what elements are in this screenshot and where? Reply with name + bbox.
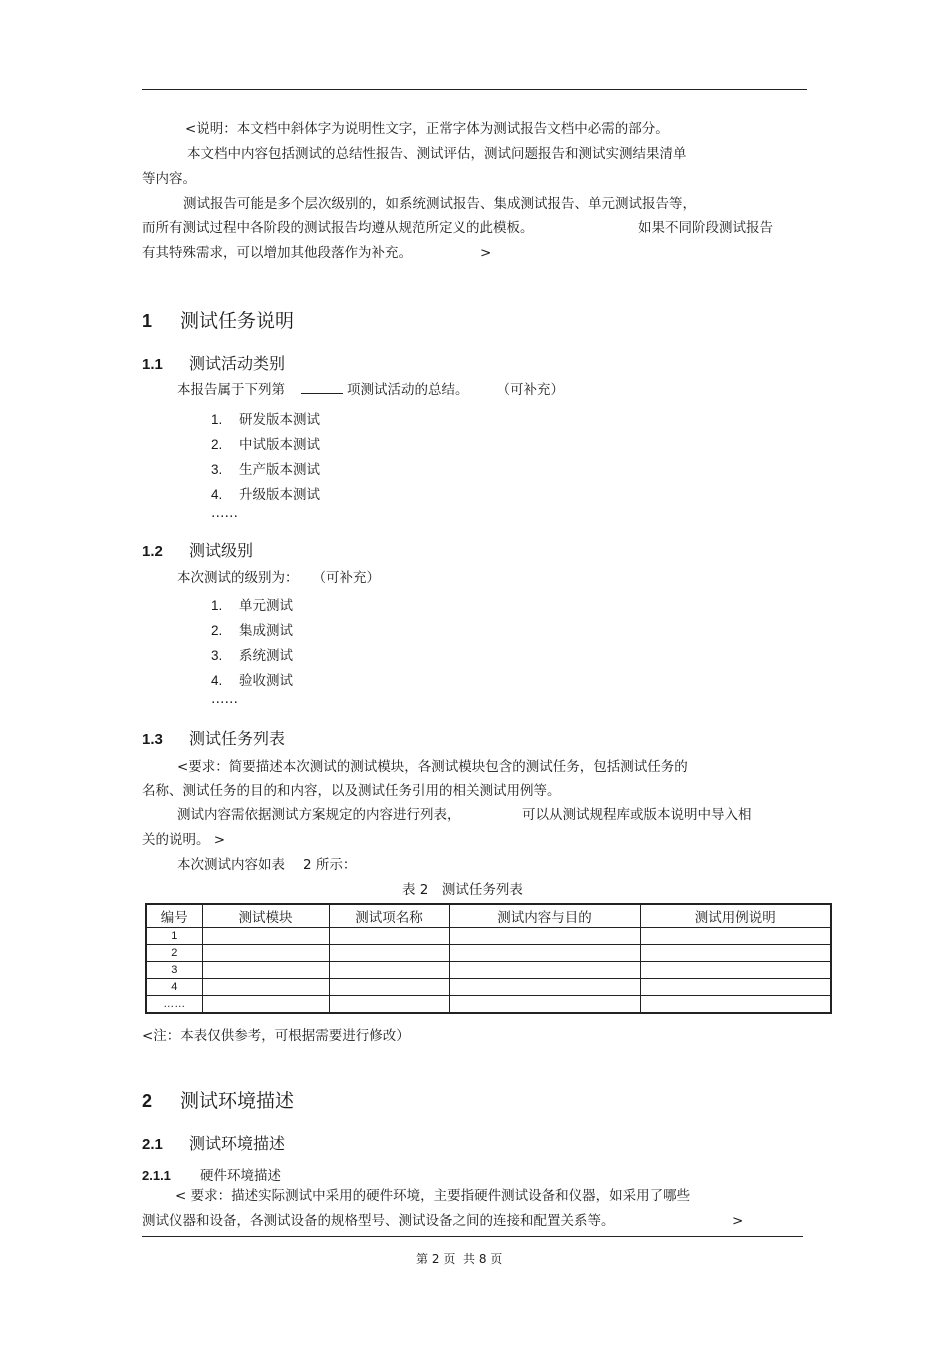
list-item	[211, 669, 293, 689]
list-item	[211, 644, 293, 664]
subsubsection-number: 2.1.1	[142, 1168, 171, 1183]
item-number: 4.	[211, 673, 223, 688]
list-item	[211, 408, 320, 428]
list-item	[211, 433, 320, 453]
section-number: 2	[142, 1091, 153, 1111]
task-table	[145, 903, 832, 1014]
subsection-heading	[142, 1131, 285, 1154]
fill-blank	[301, 381, 343, 394]
item-number: 3.	[211, 462, 223, 477]
subsection-title: 测试级别	[189, 541, 254, 560]
table-cell	[202, 996, 329, 1014]
page-number: 2	[431, 1252, 440, 1266]
item-number: 1.	[211, 598, 223, 613]
intro-line: 而所有测试过程中各阶段的测试报告均遵从规范所定义的此模板。	[142, 220, 534, 236]
lead-note: （可补充）	[496, 382, 564, 398]
subsubsection-heading	[142, 1164, 281, 1184]
subsection-title: 测试任务列表	[189, 729, 286, 748]
section-title: 测试任务说明	[180, 310, 295, 332]
item-text: 生产版本测试	[239, 462, 320, 478]
task-paragraph: 测试内容需依据测试方案规定的内容进行列表，	[177, 807, 461, 823]
footer-rule	[142, 1236, 803, 1237]
intro-line: <说明：本文档中斜体字为说明性文字，正常字体为测试报告文档中必需的部分。	[185, 121, 669, 137]
table-reference	[177, 856, 356, 874]
table-cell	[329, 979, 449, 996]
intro-line: 测试报告可能是多个层次级别的，如系统测试报告、集成测试报告、单元测试报告等，	[183, 196, 696, 212]
table-row	[146, 945, 831, 962]
table-cell	[640, 928, 831, 945]
lead-text: 本次测试的级别为：	[177, 570, 299, 586]
intro-line: 等内容。	[142, 171, 196, 187]
table-cell	[640, 996, 831, 1014]
table-header-row	[146, 904, 831, 928]
list-ellipsis: ……	[211, 505, 238, 521]
list-item	[211, 483, 320, 503]
item-number: 3.	[211, 648, 223, 663]
header-rule	[142, 89, 807, 90]
table-row	[146, 996, 831, 1014]
table-header-cell: 测试内容与目的	[449, 904, 640, 928]
table-header-cell: 测试项名称	[329, 904, 449, 928]
lead-text: 本报告属于下列第	[177, 382, 285, 398]
activity-lead	[177, 381, 564, 399]
table-header-cell: 测试模块	[202, 904, 329, 928]
intro-line: >	[480, 245, 492, 261]
item-number: 1.	[211, 412, 223, 427]
table-cell	[329, 945, 449, 962]
subsection-number: 1.2	[142, 543, 163, 560]
table-row	[146, 979, 831, 996]
table-header-cell: 测试用例说明	[640, 904, 831, 928]
table-cell	[202, 928, 329, 945]
section-title: 测试环境描述	[180, 1090, 295, 1112]
subsubsection-title: 硬件环境描述	[200, 1168, 281, 1184]
hardware-paragraph: 测试仪器和设备，各测试设备的规格型号、测试设备之间的连接和配置关系等。	[142, 1213, 615, 1229]
item-text: 系统测试	[239, 648, 293, 664]
footer-text: 共	[462, 1252, 475, 1266]
item-text: 中试版本测试	[239, 437, 320, 453]
section-number: 1	[142, 311, 153, 331]
table-cell	[202, 962, 329, 979]
table-cell	[202, 945, 329, 962]
item-text: 集成测试	[239, 623, 293, 639]
footer-text: 页	[490, 1252, 503, 1266]
item-number: 2.	[211, 623, 223, 638]
table-note: <注：本表仅供参考，可根据需要进行修改）	[142, 1028, 410, 1044]
table-header-cell: 编号	[146, 904, 202, 928]
table-cell-number: 1	[146, 928, 202, 945]
task-paragraph: 可以从测试规程库或版本说明中导入相	[522, 807, 752, 823]
table-cell	[449, 996, 640, 1014]
subsection-heading	[142, 538, 253, 561]
lead-text: 项测试活动的总结。	[347, 382, 469, 398]
item-text: 研发版本测试	[239, 412, 320, 428]
table-row	[146, 928, 831, 945]
list-item	[211, 458, 320, 478]
intro-line: 有其特殊需求，可以增加其他段落作为补充。	[142, 245, 412, 261]
task-paragraph: 关的说明。 >	[142, 832, 226, 848]
hardware-paragraph: >	[732, 1213, 744, 1229]
table-cell	[449, 962, 640, 979]
list-item	[211, 594, 293, 614]
table-cell	[640, 945, 831, 962]
page-total: 8	[478, 1252, 487, 1266]
task-paragraph: 名称、测试任务的目的和内容，以及测试任务引用的相关测试用例等。	[142, 783, 561, 799]
table-cell-number: 4	[146, 979, 202, 996]
lead-note: （可补充）	[312, 570, 380, 586]
footer-text: 第	[416, 1252, 429, 1266]
table-cell-number: 3	[146, 962, 202, 979]
table-cell-number: ……	[146, 996, 202, 1014]
ref-text: 2 所示：	[303, 857, 357, 873]
page-footer	[416, 1250, 502, 1267]
item-number: 4.	[211, 487, 223, 502]
table-row	[146, 962, 831, 979]
section-heading	[142, 306, 294, 333]
subsection-title: 测试环境描述	[189, 1134, 286, 1153]
table-cell-number: 2	[146, 945, 202, 962]
ref-text: 本次测试内容如表	[177, 857, 285, 873]
table-cell	[202, 979, 329, 996]
item-number: 2.	[211, 437, 223, 452]
table-cell	[329, 962, 449, 979]
footer-text: 页	[443, 1252, 456, 1266]
subsection-heading	[142, 351, 285, 374]
item-text: 验收测试	[239, 673, 293, 689]
item-text: 升级版本测试	[239, 487, 320, 503]
intro-line: 如果不同阶段测试报告	[638, 220, 773, 236]
subsection-number: 2.1	[142, 1136, 163, 1153]
table-cell	[329, 928, 449, 945]
subsection-title: 测试活动类别	[189, 354, 286, 373]
table-cell	[640, 962, 831, 979]
table-caption: 表 2 测试任务列表	[402, 882, 523, 898]
table-cell	[449, 945, 640, 962]
level-lead	[177, 569, 380, 587]
table-cell	[449, 979, 640, 996]
item-text: 单元测试	[239, 598, 293, 614]
hardware-paragraph: < 要求：描述实际测试中采用的硬件环境，主要指硬件测试设备和仪器，如采用了哪些	[175, 1188, 691, 1204]
subsection-number: 1.3	[142, 731, 163, 748]
table-cell	[329, 996, 449, 1014]
task-paragraph: <要求：简要描述本次测试的测试模块，各测试模块包含的测试任务，包括测试任务的	[177, 759, 688, 775]
list-item	[211, 619, 293, 639]
subsection-number: 1.1	[142, 356, 163, 373]
intro-line: 本文档中内容包括测试的总结性报告、测试评估，测试问题报告和测试实测结果清单	[187, 146, 687, 162]
section-heading	[142, 1086, 294, 1113]
table-cell	[640, 979, 831, 996]
table-cell	[449, 928, 640, 945]
subsection-heading	[142, 726, 285, 749]
list-ellipsis: ……	[211, 691, 238, 707]
